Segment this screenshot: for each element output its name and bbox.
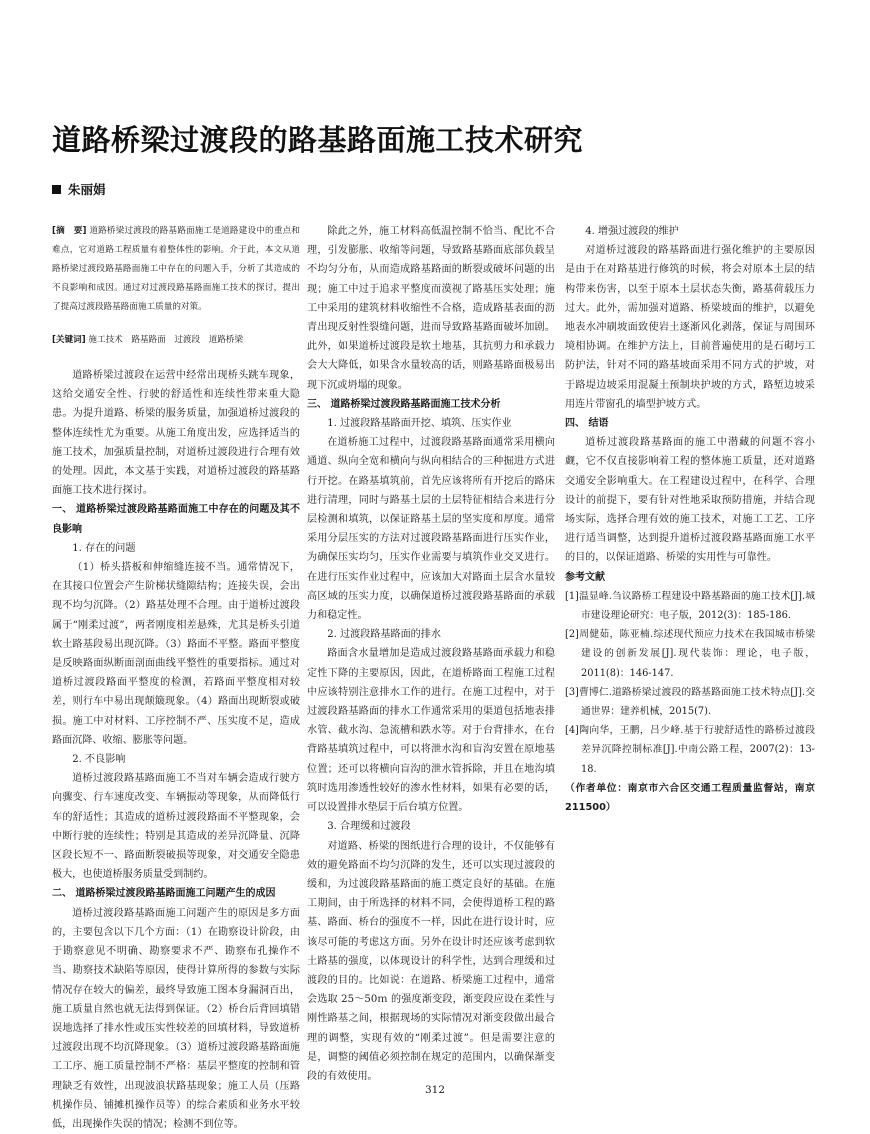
- section-3-4-heading: 4. 增强过渡段的维护: [585, 226, 679, 237]
- reference-item: [4]陶向华，王鹏，吕少峰.基于行驶舒适性的路桥过渡段差异沉降控制标准[J].中南公路工程，2007(2)：13-18.: [565, 725, 815, 775]
- section-1-1-text: （1）桥头搭板和伸缩缝连接不当。通常情况下，在其接口位置会产生阶梯状缝隙结构；连接失误，会出现不均匀沉降。（2）路基处理不合理。由于道桥过渡段属于“刚柔过渡”，两者刚度相差悬殊，尤其是桥头引道软土路基段易出现沉降。（3）路面不平整。路面平整度是反映路面纵断面剖面曲线平整性的重要指标。通过对道桥过渡段路面平整度的检测，若路面平整度相对较差，则行车中易出现颠簸现象。（4）路面出现断裂或破损。施工中对材料、工序控制不严、压实度不足，造成路面沉降、收缩、膨胀等问题。: [52, 562, 300, 746]
- keywords-text: 施工技术 路基路面 过渡段 道路桥梁: [88, 335, 244, 345]
- square-bullet-icon: [52, 185, 61, 194]
- reference-item: [2]周健茹，陈亚楠.综述现代预应力技术在我国城市桥梁建设的创新发展[J].现代装饰：理论，电子版，2011(8)：146-147.: [565, 629, 815, 679]
- section-3-heading: 三、 道路桥梁过渡段路基路面施工技术分析: [307, 398, 501, 410]
- section-3-1-heading: 1. 过渡段路基路面开挖、填筑、压实作业: [327, 418, 512, 430]
- section-4-text: 道桥过渡段路基路面的施工中潜藏的问题不容小觑，它不仅直接影响着工程的整体施工质量，还对道路交通安全影响重大。在工程建设过程中，在科学、合理设计的前提下，要有针对性地采取预防措施，并结合现场实际，选择合理有效的施工技术，对施工工艺、工序进行适当调整，达到提升道桥过渡段路基路面施工水平的目的，以保证道路、桥梁的实用性与可靠性。: [565, 437, 815, 564]
- section-1-2-heading: 2. 不良影响: [72, 754, 126, 766]
- section-3-2-text: 路面含水量增加是造成过渡段路基路面承载力和稳定性下降的主要原因，因此，在道桥路面工程施工过程中应该特别注意排水工作的进行。在施工过程中，对于过渡段路基路面的排水工作通常采用的渠道包括地表排水管、截水沟、急流槽和跌水等。对于台背排水，在台背路基填筑过程中，可以将泄水沟和盲沟安置在原地基位置；还可以将横向盲沟的泄水管拆除，并且在地沟填筑时选用渗透性较好的渗水性材料，如果有必要的话，可以设置排水垫层于后台填方位置。: [307, 648, 555, 814]
- section-1-1-heading: 1. 存在的问题: [72, 542, 136, 554]
- intro-paragraph: 道路桥梁过渡段在运营中经常出现桥头跳车现象，这给交通安全性、行驶的舒适性和连续性带来重大隐患。为提升道路、桥梁的服务质量，加强道桥过渡段的整体连续性尤为重要。从施工角度出发，应选择适当的施工技术，加强质量控制，对道桥过渡段进行合理有效的处理。因此，本文基于实践，对道桥过渡段的路基路面施工技术进行探讨。: [52, 370, 300, 497]
- section-3-1-text: 在道桥施工过程中，过渡段路基路面通常采用横向通道、纵向全宽和横向与纵向相结合的三种掘进方式进行开挖。在路基填筑前，首先应该将所有开挖后的路床进行清理，同时与路基土层的土层特征相结合来进行分层检测和填筑，以保证路基土层的坚实度和厚度。通常采用分层压实的方法对过渡段路基路面进行压实作业，为确保压实均匀，压实作业需要与填筑作业交叉进行。在进行压实作业过程中，应该加大对路面土层含水量较高区域的压实力度，以确保道桥过渡段路基路面的承载力和稳定性。: [307, 437, 555, 622]
- abstract-label: [摘 要]: [52, 226, 87, 236]
- page-number: 312: [424, 1084, 446, 1096]
- column-left: [52, 222, 300, 1130]
- column-middle: [307, 222, 555, 1082]
- section-2-heading: 二、 道路桥梁过渡段路基路面施工问题产生的成因: [52, 888, 276, 900]
- section-3-2-heading: 2. 过渡段路基路面的排水: [327, 629, 441, 641]
- section-1-2-text: 道桥过渡段路基路面施工不当对车辆会造成行驶方向骤变、行车速度改变、车辆振动等现象，从而降低行车的舒适性；其造成的道桥过渡段路面不平整现象，会中断行驶的连续性；特别是其造成的差异沉降量、沉降区段长短不一、路面断裂破损等现象，对交通安全隐患极大，也使道桥服务质量受到制约。: [52, 773, 300, 881]
- abstract: [52, 222, 300, 317]
- keywords: [52, 331, 300, 350]
- author-affiliation: （作者单位：南京市六合区交通工程质量监督站，南京 211500）: [565, 782, 815, 814]
- section-3-4-text: 对道桥过渡段的路基路面进行强化维护的主要原因是由于在对路基进行修筑的时候，将会对原本土层的结构带来伤害，以至于原本土层状态失衡，路基荷载压力过大。此外，需加强对道路、桥梁坡面的维护，以避免地表水冲刷坡面致使岩土逐渐风化剥落，保证与周围环境相协调。在维护方法上，目前普遍使用的是石砌圬工防护法，针对不同的路基坡面采用不同方式的护坡，对于路堤边坡采用混凝土预制块护坡的方式，路堑边坡采用连片带窗孔的墙型护坡方式。: [565, 245, 815, 410]
- section-2-text: 道桥过渡段路基路面施工问题产生的原因是多方面的，主要包含以下几个方面：（1）在勘察设计阶段，由于勘察意见不明确、勘察要求不严、勘察布孔操作不当、勘察技术缺陷等原因，使得计算所得的参数与实际情况存在较大的偏差，最终导致施工图本身漏洞百出，施工质量自然也就无法得到保证。（2）桥台后背回填错误地选择了排水性或压实性较差的回填材料，导致道桥过渡段出现不均沉降现象。（3）道桥过渡段路基路面施工工序、施工质量控制不严格：基层平整度的控制和管理缺乏有效性，出现波浪状路基现象；施工人员（压路机操作员、铺摊机操作员等）的综合素质和业务水平较低，出现操作失误的情况；检测不到位等。: [52, 907, 300, 1130]
- reference-item: [3]曹博仁.道路桥梁过渡段的路基路面施工技术特点[J].交通世界：建养机械，2015(7).: [565, 686, 815, 718]
- section-4-heading: 四、 结语: [565, 418, 609, 430]
- reference-item: [1]温显峰.刍议路桥工程建设中路基路面的施工技术[J].城市建设理论研究：电子版，2012(3)：185-186.: [565, 590, 815, 622]
- section-3-3-text: 对道路、桥梁的图纸进行合理的设计，不仅能够有效的避免路面不均匀沉降的发生，还可以实现过渡段的缓和，为过渡段路基路面的施工奠定良好的基础。在施工期间，由于所选择的材料不同，会使得道桥工程的路基、路面、桥台的强度不一样，因此在进行设计时，应该尽可能的考虑这方面。另外在设计时还应该考虑到软土路基的强度，以体现设计的科学性，达到合理缓和过渡段的目的。比如说：在道路、桥梁施工过程中，通常会选取 25～50ｍ 的强度渐变段，渐变段应设在柔性与刚性路基之间，根据现场的实际情况对渐变段做出最合理的调整，实现有效的“刚柔过渡”。但是需要注意的是，调整的阈值必须控制在规定的范围内，以确保渐变段的有效使用。: [307, 840, 555, 1082]
- section-3-3-heading: 3. 合理缓和过渡段: [327, 821, 411, 833]
- references-heading: 参考文献: [565, 571, 605, 583]
- section-1-heading: 一、 道路桥梁过渡段路基路面施工中存在的问题及其不良影响: [52, 504, 300, 535]
- article-title: 道路桥梁过渡段的路基路面施工技术研究: [52, 123, 584, 157]
- section-2-text-continued: 除此之外，施工材料高低温控制不恰当、配比不合理，引发膨胀、收缩等问题，导致路基路面底部负载呈不均匀分布，从而造成路基路面的断裂或破坏问题的出现；施工中过于追求平整度而漠视了路基压实处理；施工中采用的建筑材料收缩性不合格，造成路基表面的沥青出现反射性裂缝问题，进而导致路基路面破坏加剧。此外，如果道桥过渡段是软土地基，其抗剪力和承载力会大大降低，如果含水量较高的话，则路基路面极易出现下沉或坍塌的现象。: [307, 226, 555, 391]
- column-right: [565, 222, 815, 1042]
- keywords-label: [关键词]: [52, 335, 86, 345]
- author-line: [52, 180, 106, 198]
- author-name: 朱丽娟: [68, 182, 106, 197]
- abstract-text: 道路桥梁过渡段的路基路面施工是道路建设中的重点和难点，它对道路工程质量有着整体性的影响。介于此，本文从道路桥梁过渡段路基路面施工中存在的问题入手，分析了其造成的不良影响和成因。通过对过渡段路基路面施工技术的探讨，提出了提高过渡段路基路面施工质量的对策。: [52, 226, 300, 312]
